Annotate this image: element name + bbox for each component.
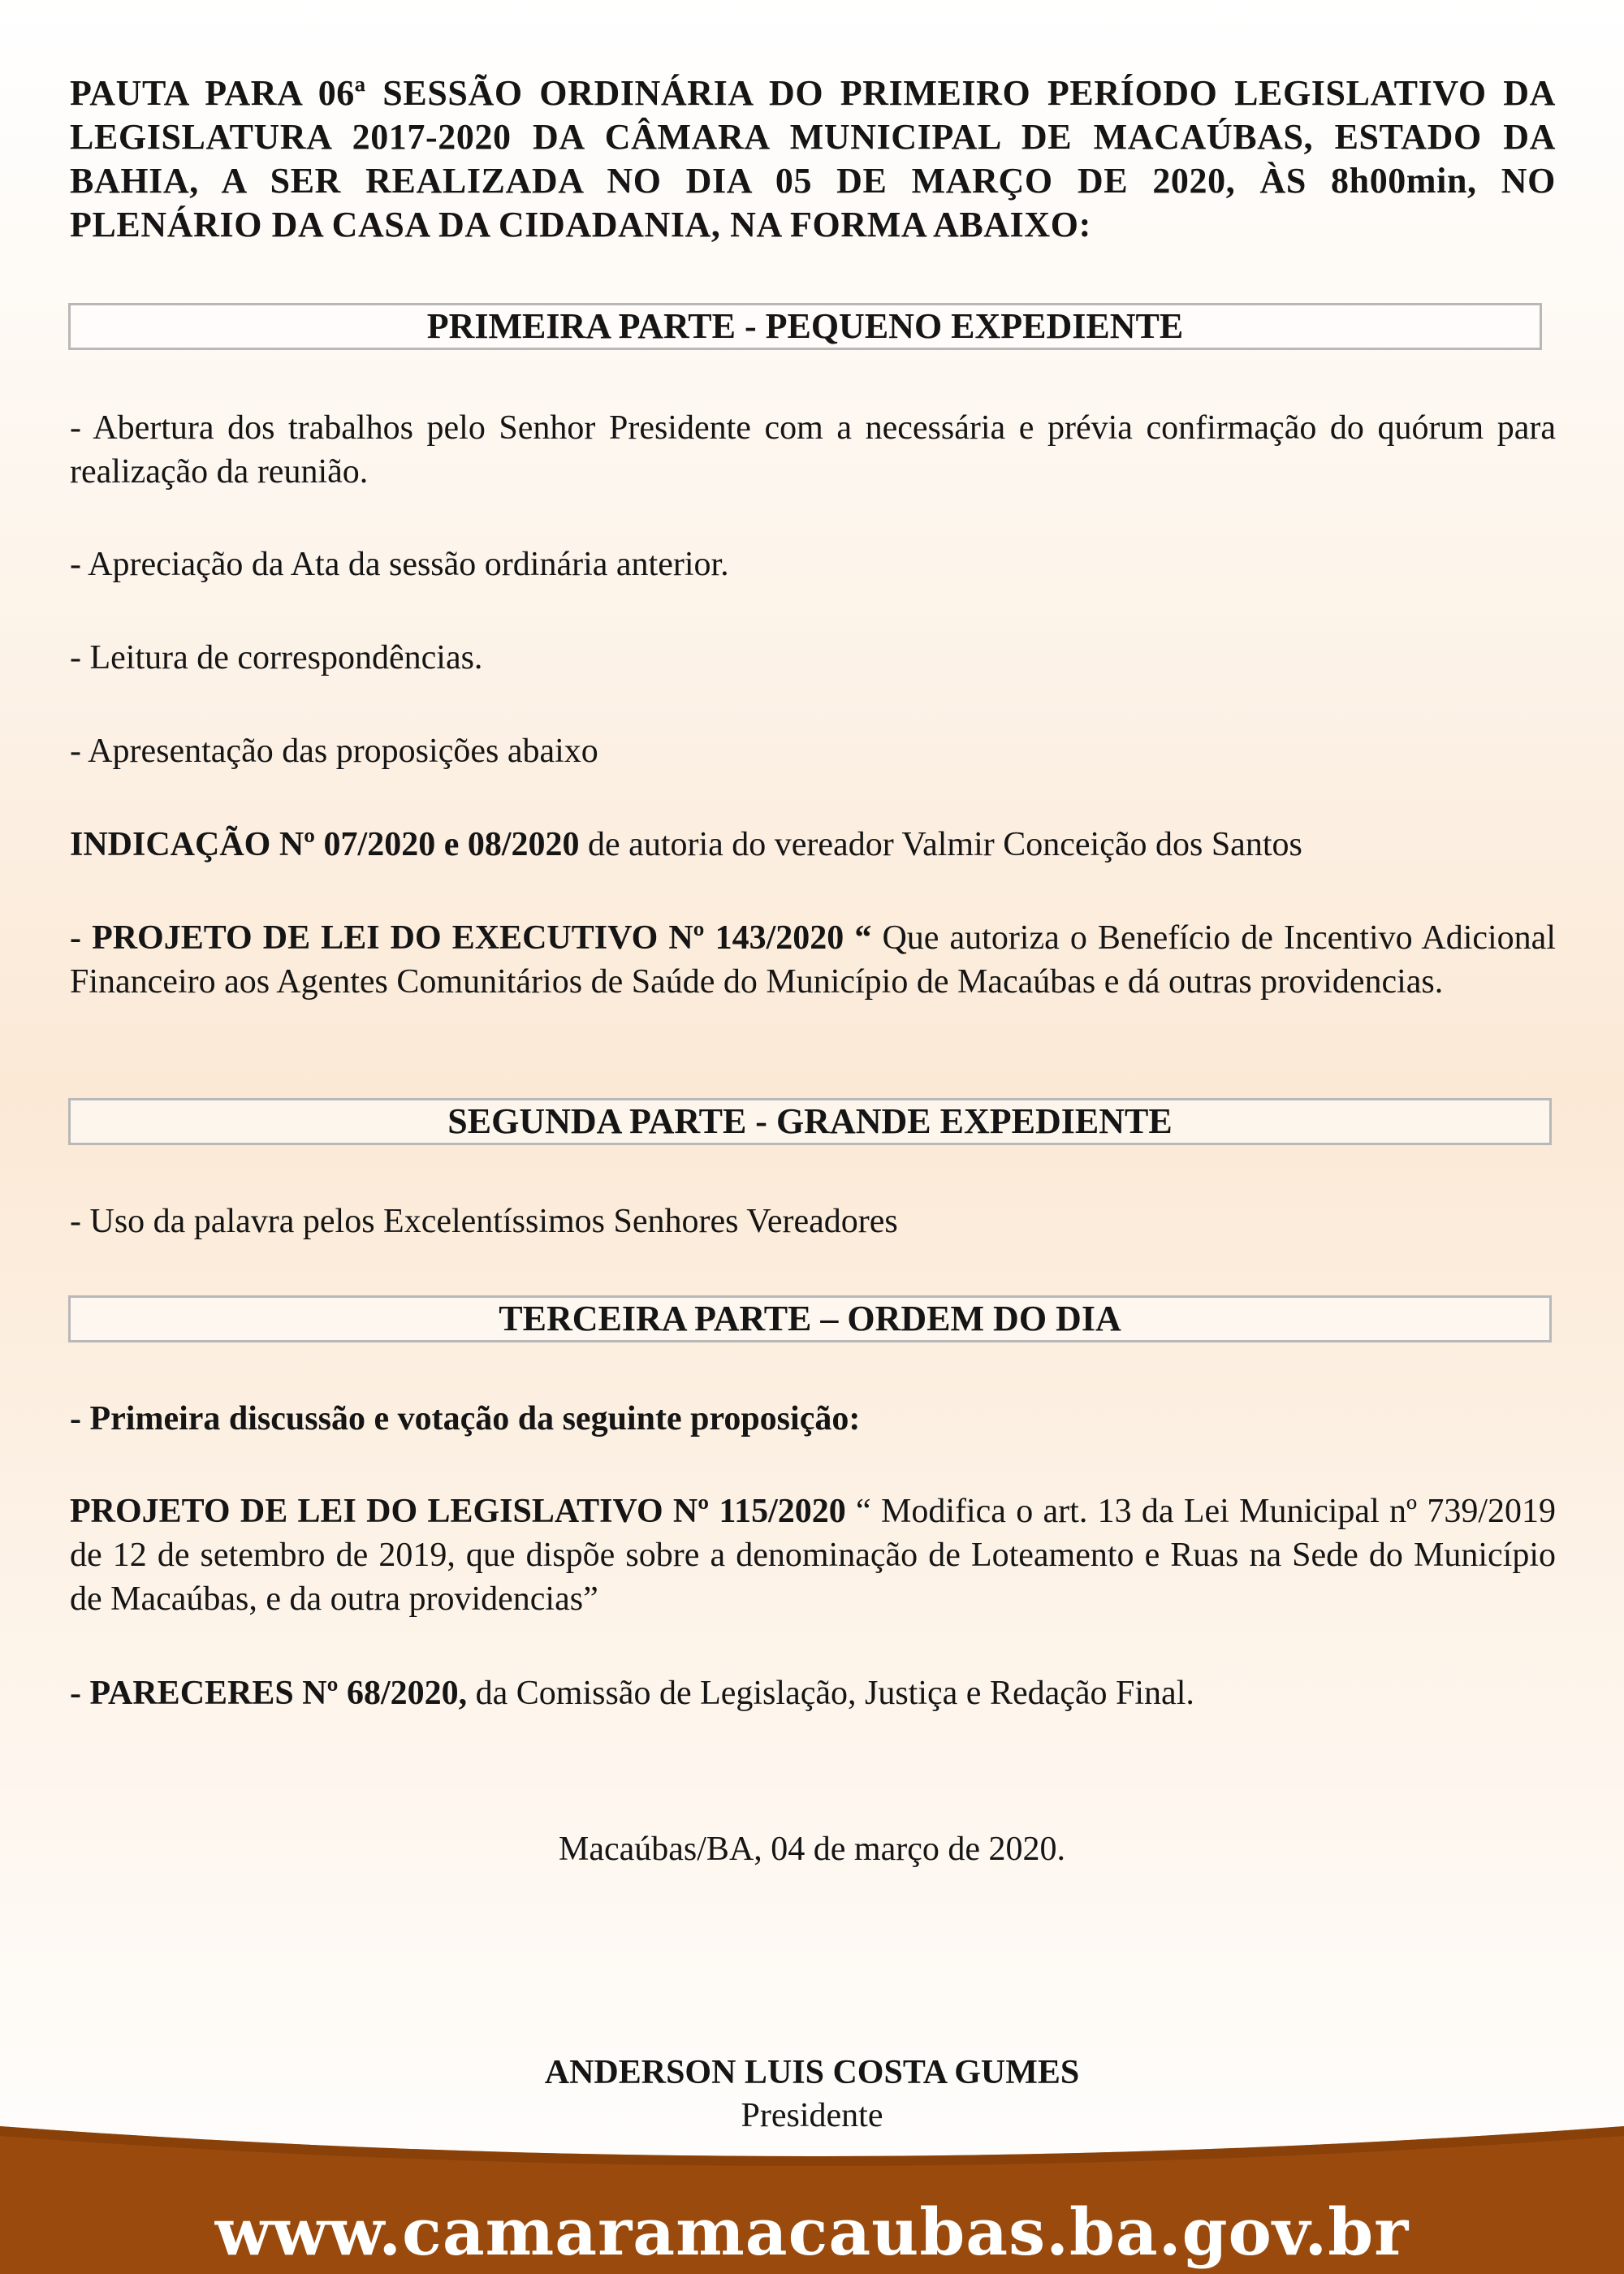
agenda-item-uso-palavra: - Uso da palavra pelos Excelentíssimos Senhores Vereadores: [70, 1203, 898, 1240]
projeto-executivo-description: Que autoriza o Benefício de Incentivo Adicional Financeiro aos Agentes Comunitários de Saúde do Município de Macaúbas e dá outras providencias.: [70, 919, 1556, 1001]
indicacao-paragraph: [70, 823, 1556, 867]
projeto-executivo-paragraph: [70, 916, 1556, 1004]
section-heading-terceira-parte: [68, 1295, 1552, 1342]
projeto-legislativo-number: PROJETO DE LEI DO LEGISLATIVO Nº 115/2020: [70, 1493, 846, 1530]
projeto-executivo-number: - PROJETO DE LEI DO EXECUTIVO Nº 143/2020 “: [70, 919, 872, 957]
section-heading-text: TERCEIRA PARTE – ORDEM DO DIA: [499, 1299, 1121, 1338]
agenda-item-apresentacao: - Apresentação das proposições abaixo: [70, 733, 598, 770]
pareceres-number: - PARECERES Nº 68/2020,: [70, 1675, 468, 1712]
section-heading-text: PRIMEIRA PARTE - PEQUENO EXPEDIENTE: [426, 306, 1184, 346]
pareceres-commission: da Comissão de Legislação, Justiça e Redação Final.: [467, 1675, 1194, 1712]
section-heading-text: SEGUNDA PARTE - GRANDE EXPEDIENTE: [447, 1101, 1173, 1141]
document-date: Macaúbas/BA, 04 de março de 2020.: [559, 1831, 1065, 1868]
agenda-item-leitura: - Leitura de correspondências.: [70, 639, 483, 677]
document-title: PAUTA PARA 06ª SESSÃO ORDINÁRIA DO PRIMEIRO PERÍODO LEGISLATIVO DA LEGISLATURA 2017-2020 DA CÂMARA MUNICIPAL DE MACAÚBAS, ESTADO DA BAHIA, A SER REALIZADA NO DIA 05 DE MARÇO DE 2020, ÀS 8h00min, NO PLENÁRIO DA CASA DA CIDADANIA, NA FORMA ABAIXO:: [70, 73, 1556, 244]
signer-name: ANDERSON LUIS COSTA GUMES: [544, 2054, 1080, 2091]
indicacao-number: INDICAÇÃO Nº 07/2020 e 08/2020: [70, 826, 580, 863]
section-heading-primeira-parte: [68, 303, 1542, 350]
section-heading-segunda-parte: [68, 1098, 1552, 1145]
pareceres-paragraph: [70, 1671, 1556, 1715]
footer-website-link[interactable]: www.camaramacaubas.ba.gov.br: [214, 2194, 1410, 2270]
projeto-legislativo-description: “ Modifica o art. 13 da Lei Municipal nº 739/2019 de 12 de setembro de 2019, que dispõe sobre a denominação de Loteamento e Ruas na Sede do Município de Macaúbas, e da outra providencias”: [70, 1493, 1557, 1618]
discussao-heading: - Primeira discussão e votação da seguinte proposição:: [70, 1400, 861, 1437]
projeto-legislativo-paragraph: [70, 1489, 1556, 1621]
agenda-item-abertura: - Abertura dos trabalhos pelo Senhor Presidente com a necessária e prévia confirmação do quórum para realização da reunião.: [70, 409, 1556, 491]
agenda-item-ata: - Apreciação da Ata da sessão ordinária anterior.: [70, 546, 729, 583]
signer-role: Presidente: [741, 2097, 883, 2134]
indicacao-author: de autoria do vereador Valmir Conceição dos Santos: [579, 826, 1302, 863]
